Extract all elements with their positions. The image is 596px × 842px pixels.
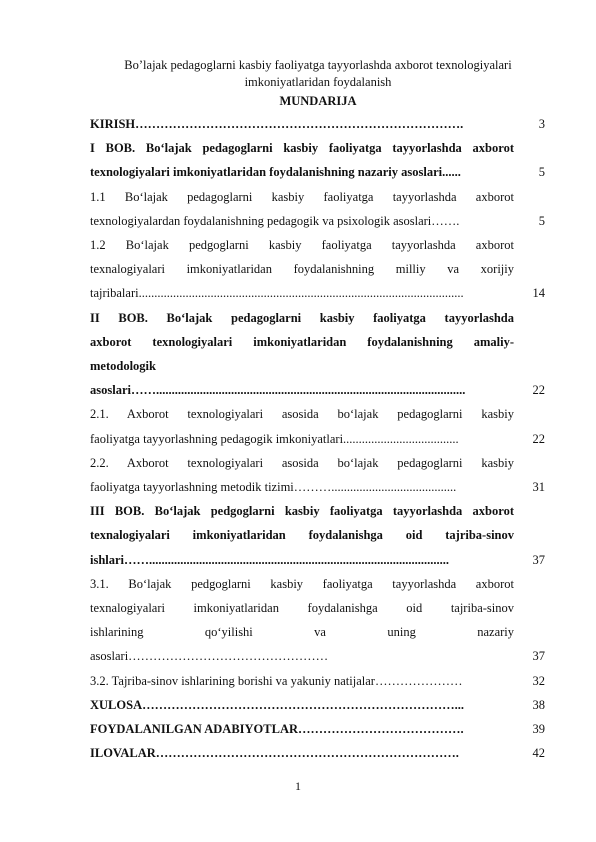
toc-entry-page: 22 xyxy=(532,431,545,446)
toc-entry-line: texnalogiyalari imkoniyatlaridan foydalanishga oid tajriba-sinov xyxy=(90,601,514,616)
toc-heading: MUNDARIJA xyxy=(279,94,357,108)
toc-entry-line: texnalogiyalari imkoniyatlaridan foydalanishga oid tajriba-sinov xyxy=(90,528,514,543)
toc-entry xyxy=(90,669,545,693)
toc-entry-page: 32 xyxy=(532,673,545,688)
toc-entry-line: faoliyatga tayyorlashning pedagogik imkoniyatlari..................................... xyxy=(90,431,459,446)
toc-entry xyxy=(90,306,545,403)
toc-entry-text xyxy=(90,112,514,136)
toc-entry-line: 1.2 Bo‘lajak pedgoglarni kasbiy faoliyatga tayyorlashda axborot xyxy=(90,238,514,253)
toc-entry xyxy=(90,402,545,450)
toc-entry-line: asoslari……................................................................................................... xyxy=(90,383,466,398)
toc-entry-text xyxy=(90,185,514,233)
toc-entry-page: 37 xyxy=(532,649,545,664)
toc-entry-line: texnologiyalardan foydalanishning pedagogik va psixologik asoslari……. xyxy=(90,213,460,228)
toc-entry-line: 2.2. Axborot texnologiyalari asosida bo‘lajak pedagoglarni kasbiy xyxy=(90,455,514,470)
toc-entry-line: ishlarining qo‘yilishi va uning nazariy xyxy=(90,625,514,640)
toc-entry xyxy=(90,499,545,572)
page-number: 1 xyxy=(295,779,301,793)
toc-entry-page: 42 xyxy=(532,746,545,761)
toc-entry xyxy=(90,693,545,717)
toc-entry-line: ILOVALAR………………………………………………………………. xyxy=(90,746,459,761)
toc-entry-page: 5 xyxy=(538,213,545,228)
toc-entry-page: 22 xyxy=(532,383,545,398)
toc-entry-text xyxy=(90,402,514,450)
toc-entry xyxy=(90,185,545,233)
toc-entry xyxy=(90,741,545,765)
toc-entry-line: texnalogiyalari imkoniyatlaridan foydalanishning milliy va xorijiy xyxy=(90,262,514,277)
toc-entry xyxy=(90,112,545,136)
toc-entry-text xyxy=(90,233,514,306)
toc-entry-line: texnologiyalari imkoniyatlaridan foydalanishning nazariy asoslari...... xyxy=(90,165,461,180)
toc-entry-page: 37 xyxy=(532,552,545,567)
toc-entry-line: ishlari……................................................................................................ xyxy=(90,552,450,567)
toc-entry-line: KIRISH……………………………………………………………………. xyxy=(90,117,464,131)
toc-entry-line: 1.1 Bo‘lajak pedagoglarni kasbiy faoliyatga tayyorlashda axborot xyxy=(90,189,514,204)
document-title-line-2: imkoniyatlaridan foydalanish xyxy=(244,75,392,89)
toc-entry-line: asoslari………………………………………… xyxy=(90,649,329,664)
toc-entry-line: 3.1. Bo‘lajak pedgoglarni kasbiy faoliyatga tayyorlashda axborot xyxy=(90,576,514,591)
toc-entry-line: 3.2. Tajriba-sinov ishlarining borishi va yakuniy natijalar………………… xyxy=(90,673,463,688)
toc-entry-page: 14 xyxy=(532,286,545,301)
toc-entry-line: faoliyatga tayyorlashning metodik tizimi………........................................ xyxy=(90,480,457,495)
toc-entry-page: 3 xyxy=(538,117,545,131)
toc-entry-text xyxy=(90,741,514,765)
table-of-contents xyxy=(90,112,545,765)
toc-entry-text xyxy=(90,499,514,572)
toc-entry-line: tajribalari........................................................................................................ xyxy=(90,286,464,301)
document-title-line-1: Bo’lajak pedagoglarni kasbiy faoliyatga tayyorlashda axborot texnologiyalari xyxy=(124,58,512,72)
toc-entry-text xyxy=(90,136,514,184)
toc-entry xyxy=(90,572,545,669)
toc-entry-text xyxy=(90,306,514,403)
toc-entry-page: 31 xyxy=(532,480,545,495)
toc-entry xyxy=(90,451,545,499)
toc-entry-page: 39 xyxy=(532,722,545,737)
toc-entry xyxy=(90,136,545,184)
toc-entry-line: metodologik xyxy=(90,359,156,374)
toc-entry-text xyxy=(90,451,514,499)
toc-entry-line: XULOSA…………………………………………………………………... xyxy=(90,697,464,712)
toc-entry-text xyxy=(90,669,514,693)
toc-entry-line: III BOB. Bo‘lajak pedgoglarni kasbiy faoliyatga tayyorlashda axborot xyxy=(90,504,514,519)
toc-entry-text xyxy=(90,717,514,741)
toc-entry-line: I BOB. Bo‘lajak pedagoglarni kasbiy faoliyatga tayyorlashda axborot xyxy=(90,141,514,156)
toc-entry-page: 38 xyxy=(532,697,545,712)
toc-entry-line: 2.1. Axborot texnologiyalari asosida bo‘lajak pedagoglarni kasbiy xyxy=(90,407,514,422)
toc-entry xyxy=(90,717,545,741)
toc-entry-text xyxy=(90,572,514,669)
toc-entry-line: axborot texnologiyalari imkoniyatlaridan foydalanishning amaliy- xyxy=(90,334,514,349)
toc-entry-line: FOYDALANILGAN ADABIYOTLAR…………………………………. xyxy=(90,722,464,737)
toc-entry-line: II BOB. Bo‘lajak pedagoglarni kasbiy faoliyatga tayyorlashda xyxy=(90,310,514,325)
document-title xyxy=(88,57,548,91)
toc-entry-text xyxy=(90,693,514,717)
toc-entry-page: 5 xyxy=(538,165,545,180)
toc-entry xyxy=(90,233,545,306)
